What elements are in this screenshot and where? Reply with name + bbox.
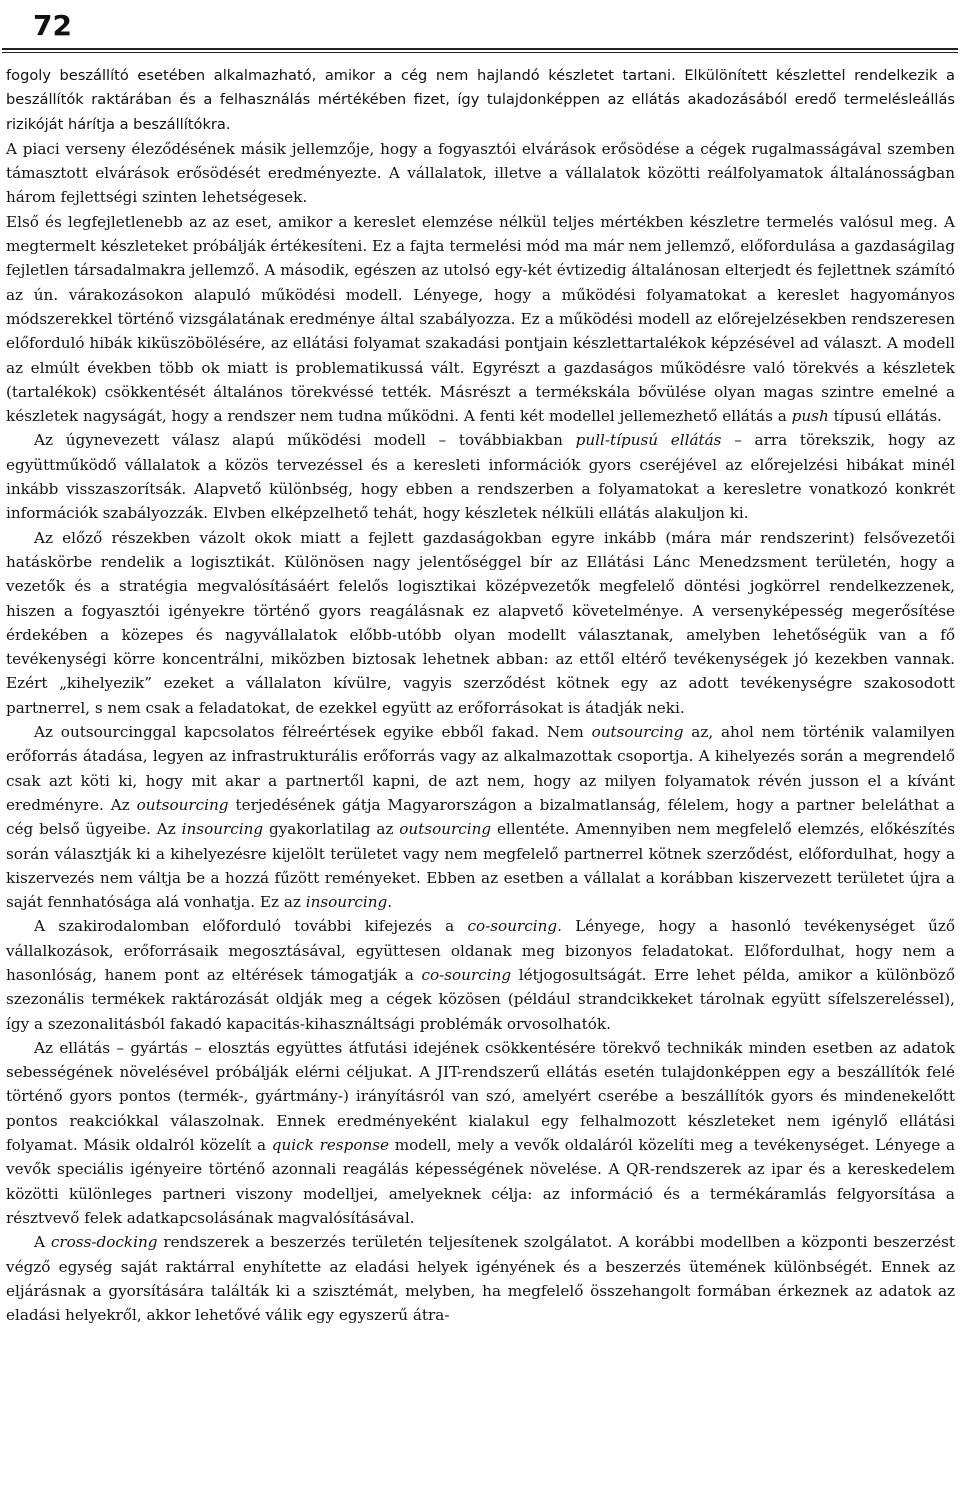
text-run: Az előző részekben vázolt okok miatt a fejlett gazdaságokban egyre inkább (mára már rendszerint) felsővezetői hatáskörbe rendelik a logisztikát. Különösen nagy jelentőséggel bír az Ellátási Lánc Menedzsment területén, hogy a vezetők és a stratégia megvalósításáért felelős logisztikai középvezetők megfelelő döntési jogkörrel rendelkezzenek, hiszen a fogyasztói igényekre történő gyors reagálásnak ez alapvető követelménye. A versenyképesség megerősítése érdekében a közepes és nagyvállalatok előbb-utóbb olyan modellt választanak, amelyben lehetőségük van a fő tevékenységi körre koncentrálni, miközben biztosak lehetnek abban: az ettől eltérő tevékenységek jó kezekben vannak. Ezért „kihelyezik” ezeket a vállalaton kívülre, vagyis szerződést kötnek egy az adott tevékenységre szakosodott partnerrel, s nem csak a feladatokat, de ezekkel együtt az erőforrásokat is átadják neki. <box>6 528 955 717</box>
header-rule-thin <box>2 52 958 53</box>
italic-term: outsourcing <box>399 820 492 839</box>
italic-term: quick response <box>271 1136 390 1155</box>
italic-term: cross-docking <box>50 1233 158 1252</box>
italic-term: push <box>791 407 829 426</box>
text-run: . Lényege, hogy a hasonló tevékenységet űző vállalkozások, erőforrásaik megosztásával, együttesen oldanak meg bizonyos feladatokat. Előfordulhat, hogy nem a hasonlóság, hanem pont az eltérések támogatják a <box>6 917 955 984</box>
text-run: A <box>34 1233 51 1252</box>
text-run: Első és legfejletlenebb az az eset, amikor a kereslet elemzése nélkül teljes mértékben készletre termelés valósul meg. A megtermelt készleteket próbálják értékesíteni. Ez a fajta termelési mód ma már nem jellemző, előfordulása a gazdaságilag fejletlen társadalmakra jellemző. A második, egészen az utolsó egy-két évtizedig általánosan elterjedt és fejlettnek számító az ún. várakozásokon alapuló működési modell. Lényege, hogy a működési folyamatokat a kereslet hagyományos módszerekkel történő vizsgálatának eredménye által szabályozza. Ez a működési modell az előrejelzésekben rendszeresen előforduló hibák kiküszöbölésére, az ellátási folyamat szakadási pontjain készlettartalékok képzésével ad választ. A modell az elmúlt években több ok miatt is problematikussá vált. Egyrészt a gazdaságos működésre való törekvés a készletek (tartalékok) csökkentését általános törekvéssé tették. Másrészt a termékskála bővülése olyan magas szintre emelné a készletek nagyságát, hogy a rendszer nem tudna működni. A fenti két modellel jellemezhető ellátás a <box>6 212 955 426</box>
paragraph-p8 <box>6 1036 955 1230</box>
text-run: A piaci verseny éleződésének másik jellemzője, hogy a fogyasztói elvárások erősödése a cégek rugalmasságával szemben támasztott elvárások erősödését eredményezte. A vállalatok, illetve a vállalatok közötti reálfolyamatok általánosságban három fejlettségi szinten lehetségesek. <box>6 139 955 207</box>
text-run: típusú ellátás. <box>828 407 942 426</box>
text-run: fogoly beszállító esetében alkalmazható, amikor a cég nem hajlandó készletet tartani. Elkülönített készlettel rendelkezik a beszállítók raktárában és a felhasználás mértékében fizet, így tulajdonképpen az ellátás akadozásából eredő termelésleállás rizikóját hárítja a beszállítókra. <box>6 67 955 133</box>
paragraph-p3 <box>6 210 955 429</box>
text-run: – arra törekszik, hogy az együttműködő vállalatok a közös tervezéssel és a keresleti információk gyors cseréjével az előrejelzési hibákat minél inkább visszaszorítsák. Alapvető különbség, hogy ebben a rendszerben a folyamatokat a keresletre vonatkozó konkrét információk szabályozzák. Elvben elképzelhető tehát, hogy készletek nélküli ellátás alakuljon ki. <box>6 431 955 523</box>
italic-term: pull-típusú ellátás <box>575 431 722 450</box>
header-rule <box>2 48 958 50</box>
paragraph-p9 <box>6 1230 955 1327</box>
paragraph-p6 <box>6 720 955 914</box>
body-text <box>6 64 955 1327</box>
paragraph-p1 <box>6 64 955 137</box>
paragraph-p5 <box>6 526 955 720</box>
text-run: terjedésének gátja Magyarországon a bizalmatlanság, félelem, hogy a partner beleláthat a cég belső ügyeibe. Az <box>6 795 955 839</box>
text-run: Az ellátás – gyártás – elosztás együttes átfutási idejének csökkentésére törekvő technikák minden esetben az adatok sebességének növelésével próbálják elérni céljukat. A JIT-rendszerű ellátás esetén tulajdonképpen egy a beszállítók felé történő gyors pontos (termék-, gyártmány-) irányításról van szó, amelyért cserébe a beszállítók gyors és mindenekelőtt pontos reakciókkal válaszolnak. Ennek eredményeként kialakul egy felhalmozott készleteket nem igénylő ellátási folyamat. Másik oldalról közelít a <box>6 1038 955 1155</box>
text-run: Az úgynevezett válasz alapú működési modell – továbbiakban <box>34 431 576 450</box>
text-run: ellentéte. Amennyiben nem megfelelő elemzés, előkészítés során választják ki a kihelyezésre kijelölt területet vagy nem megfelelő partnerrel kötnek szerződést, előfordulhat, hogy a kiszervezés nem váltja be a hozzá fűzött reményeket. Ebben az esetben a vállalat a korábban kiszervezett területet újra a saját fennhatósága alá vonhatja. Ez az <box>6 820 955 912</box>
text-run: rendszerek a beszerzés területén teljesítenek szolgálatot. A korábbi modellben a központi beszerzést végző egység saját raktárral enyhítette az eladási helyek igényének és a beszerzés ütemének különbségét. Ennek az eljárásnak a gyorsítására találták ki a szisztémát, melyben, ha megfelelő összehangolt formában érkeznek az adatok az eladási helyekről, akkor lehetővé válik egy egyszerű átra- <box>6 1233 955 1325</box>
text-run: modell, mely a vevők oldaláról közelíti meg a tevékenységet. Lényege a vevők speciális igényeire történő azonnali reagálás képességének növelése. A QR-rendszerek az ipar és a kereskedelem közötti különleges partneri viszony modelljei, amelyeknek célja: az információ és a termékáramlás felgyorsítása a résztvevő felek adatkapcsolásának magvalósításával. <box>6 1136 956 1227</box>
italic-term: insourcing <box>181 820 264 839</box>
text-run: létjogosultságát. Erre lehet példa, amikor a különböző szezonális termékek raktározását oldják meg a cégek közösen (például strandcikkeket tárolnak együtt sífelszereléssel), így a szezonalitásból fakadó kapacitás-kihasználtsági problémák orvosolhatók. <box>6 965 955 1033</box>
page-header <box>0 0 960 54</box>
italic-term: outsourcing <box>591 723 684 742</box>
italic-term: outsourcing <box>136 795 229 814</box>
text-run: A szakirodalomban előforduló további kifejezés a <box>34 917 468 936</box>
italic-term: insourcing <box>305 893 388 912</box>
text-run: . <box>387 893 393 912</box>
paragraph-p4 <box>6 428 955 525</box>
paragraph-p7 <box>6 914 955 1035</box>
italic-term: co-sourcing <box>421 965 512 984</box>
page-number: 72 <box>33 9 72 42</box>
paragraph-p2 <box>6 137 955 210</box>
text-run: gyakorlatilag az <box>263 820 400 839</box>
text-run: az, ahol nem történik valamilyen erőforrás átadása, legyen az infrastrukturális erőforrás vagy az alkalmazottak csoportja. A kihelyezés során a megrendelő csak azt köti ki, hogy mit akar a partnertől kapni, de azt nem, hogy az milyen folyamatok révén jusson el a kívánt eredményre. Az <box>6 723 955 814</box>
text-run: Az outsourcinggal kapcsolatos félreértések egyike ebből fakad. Nem <box>34 723 592 742</box>
italic-term: co-sourcing <box>467 917 558 936</box>
